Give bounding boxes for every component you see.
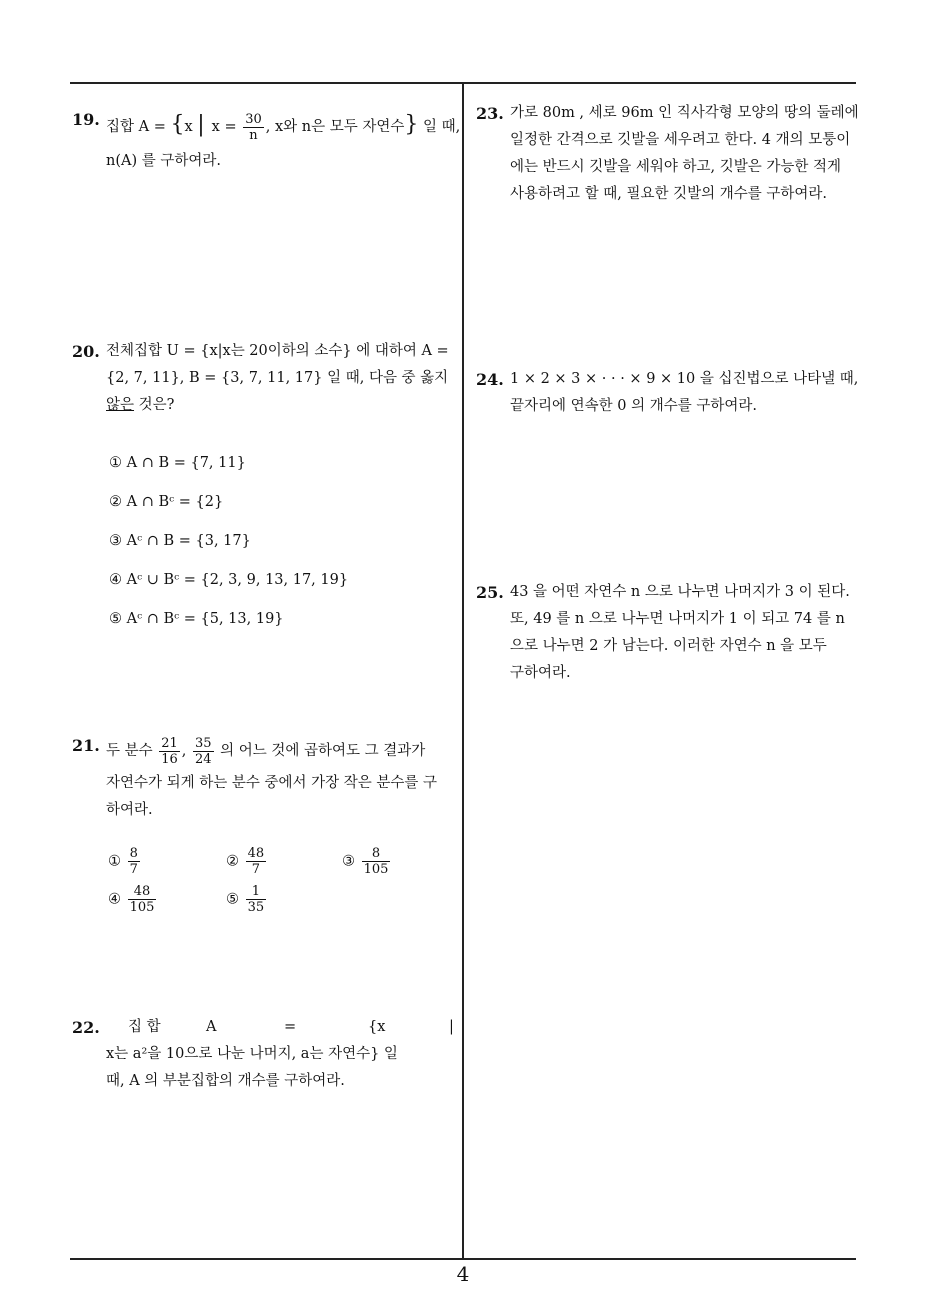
answer-choice-2[interactable]: ② $\frac{48}{7}$	[226, 846, 265, 877]
fraction: $\frac{21}{16}$	[161, 735, 178, 767]
question-20	[72, 338, 462, 638]
question-line: 두 분수 $\frac{21}{16}$ , $\frac{35}{24}$ 의 어느 것에 곱하여도 그 결과가	[106, 735, 426, 767]
question-line: 또, 49 를 n 으로 나누면 나머지가 1 이 되고 74 를 n	[510, 611, 845, 627]
bottom-rule	[70, 1258, 856, 1260]
answer-choice-2[interactable]: ② A ∩ Bᶜ = {2}	[109, 494, 224, 510]
question-22	[72, 1014, 462, 1104]
answer-choice-4[interactable]: ④ Aᶜ ∪ Bᶜ = {2, 3, 9, 13, 17, 19}	[109, 572, 349, 588]
question-line: 으로 나누면 2 가 남는다. 이러한 자연수 n 을 모두	[510, 638, 827, 654]
question-24	[476, 366, 866, 426]
question-number: 22.	[72, 1018, 100, 1037]
question-line: 자연수가 되게 하는 분수 중에서 가장 작은 분수를 구	[106, 775, 438, 791]
answer-choice-1[interactable]: ① A ∩ B = {7, 11}	[109, 455, 246, 471]
question-line: 끝자리에 연속한 0 의 개수를 구하여라.	[510, 398, 757, 414]
question-line: 가로 80m , 세로 96m 인 직사각형 모양의 땅의 둘레에	[510, 105, 859, 121]
fraction: $\frac{30}{n}$	[245, 111, 262, 143]
answer-choice-5[interactable]: ⑤ $\frac{1}{35}$	[226, 884, 265, 915]
answer-choice-4[interactable]: ④ $\frac{48}{105}$	[108, 884, 155, 915]
underlined-word: 않은	[106, 397, 135, 413]
question-line: 전체집합 U = {x|x는 20이하의 소수} 에 대하여 A =	[106, 343, 449, 359]
question-number: 25.	[476, 583, 504, 602]
question-23	[476, 100, 866, 210]
question-25	[476, 579, 866, 689]
question-line: 집합 A = {x | x = $\frac{30}{n}$ , x와 n은 모두 자연수} 일 때,	[106, 111, 461, 143]
question-line: x는 a²을 10으로 나눈 나머지, a는 자연수} 일	[106, 1046, 398, 1062]
question-line: 집 합 A = {x |	[128, 1019, 454, 1035]
question-line: 구하여라.	[510, 665, 571, 681]
question-21	[72, 732, 462, 932]
question-number: 20.	[72, 342, 100, 361]
question-line: 않은 것은?	[106, 397, 175, 413]
answer-choice-5[interactable]: ⑤ Aᶜ ∩ Bᶜ = {5, 13, 19}	[109, 611, 284, 627]
question-line: 일정한 간격으로 깃발을 세우려고 한다. 4 개의 모퉁이	[510, 132, 851, 148]
question-line: {2, 7, 11}, B = {3, 7, 11, 17} 일 때, 다음 중 옳지	[106, 370, 449, 386]
question-number: 19.	[72, 110, 100, 129]
answer-choice-3[interactable]: ③ Aᶜ ∩ B = {3, 17}	[109, 533, 251, 549]
question-number: 23.	[476, 104, 504, 123]
question-number: 24.	[476, 370, 504, 389]
page-number: 4	[456, 1262, 470, 1286]
question-line: n(A) 를 구하여라.	[106, 153, 221, 169]
question-19	[72, 106, 462, 186]
question-number: 21.	[72, 736, 100, 755]
question-line: 사용하려고 할 때, 필요한 깃발의 개수를 구하여라.	[510, 186, 828, 202]
answer-choice-1[interactable]: ① $\frac{8}{7}$	[108, 846, 138, 877]
answer-choice-3[interactable]: ③ $\frac{8}{105}$	[342, 846, 389, 877]
question-line: 때, A 의 부분집합의 개수를 구하여라.	[106, 1073, 345, 1089]
question-line: 하여라.	[106, 802, 153, 818]
question-line: 에는 반드시 깃발을 세워야 하고, 깃발은 가능한 적게	[510, 159, 842, 175]
fraction: $\frac{35}{24}$	[195, 735, 212, 767]
question-line: 43 을 어떤 자연수 n 으로 나누면 나머지가 3 이 된다.	[510, 584, 850, 600]
question-line: 1 × 2 × 3 × · · · × 9 × 10 을 십진법으로 나타낼 때,	[510, 371, 859, 387]
